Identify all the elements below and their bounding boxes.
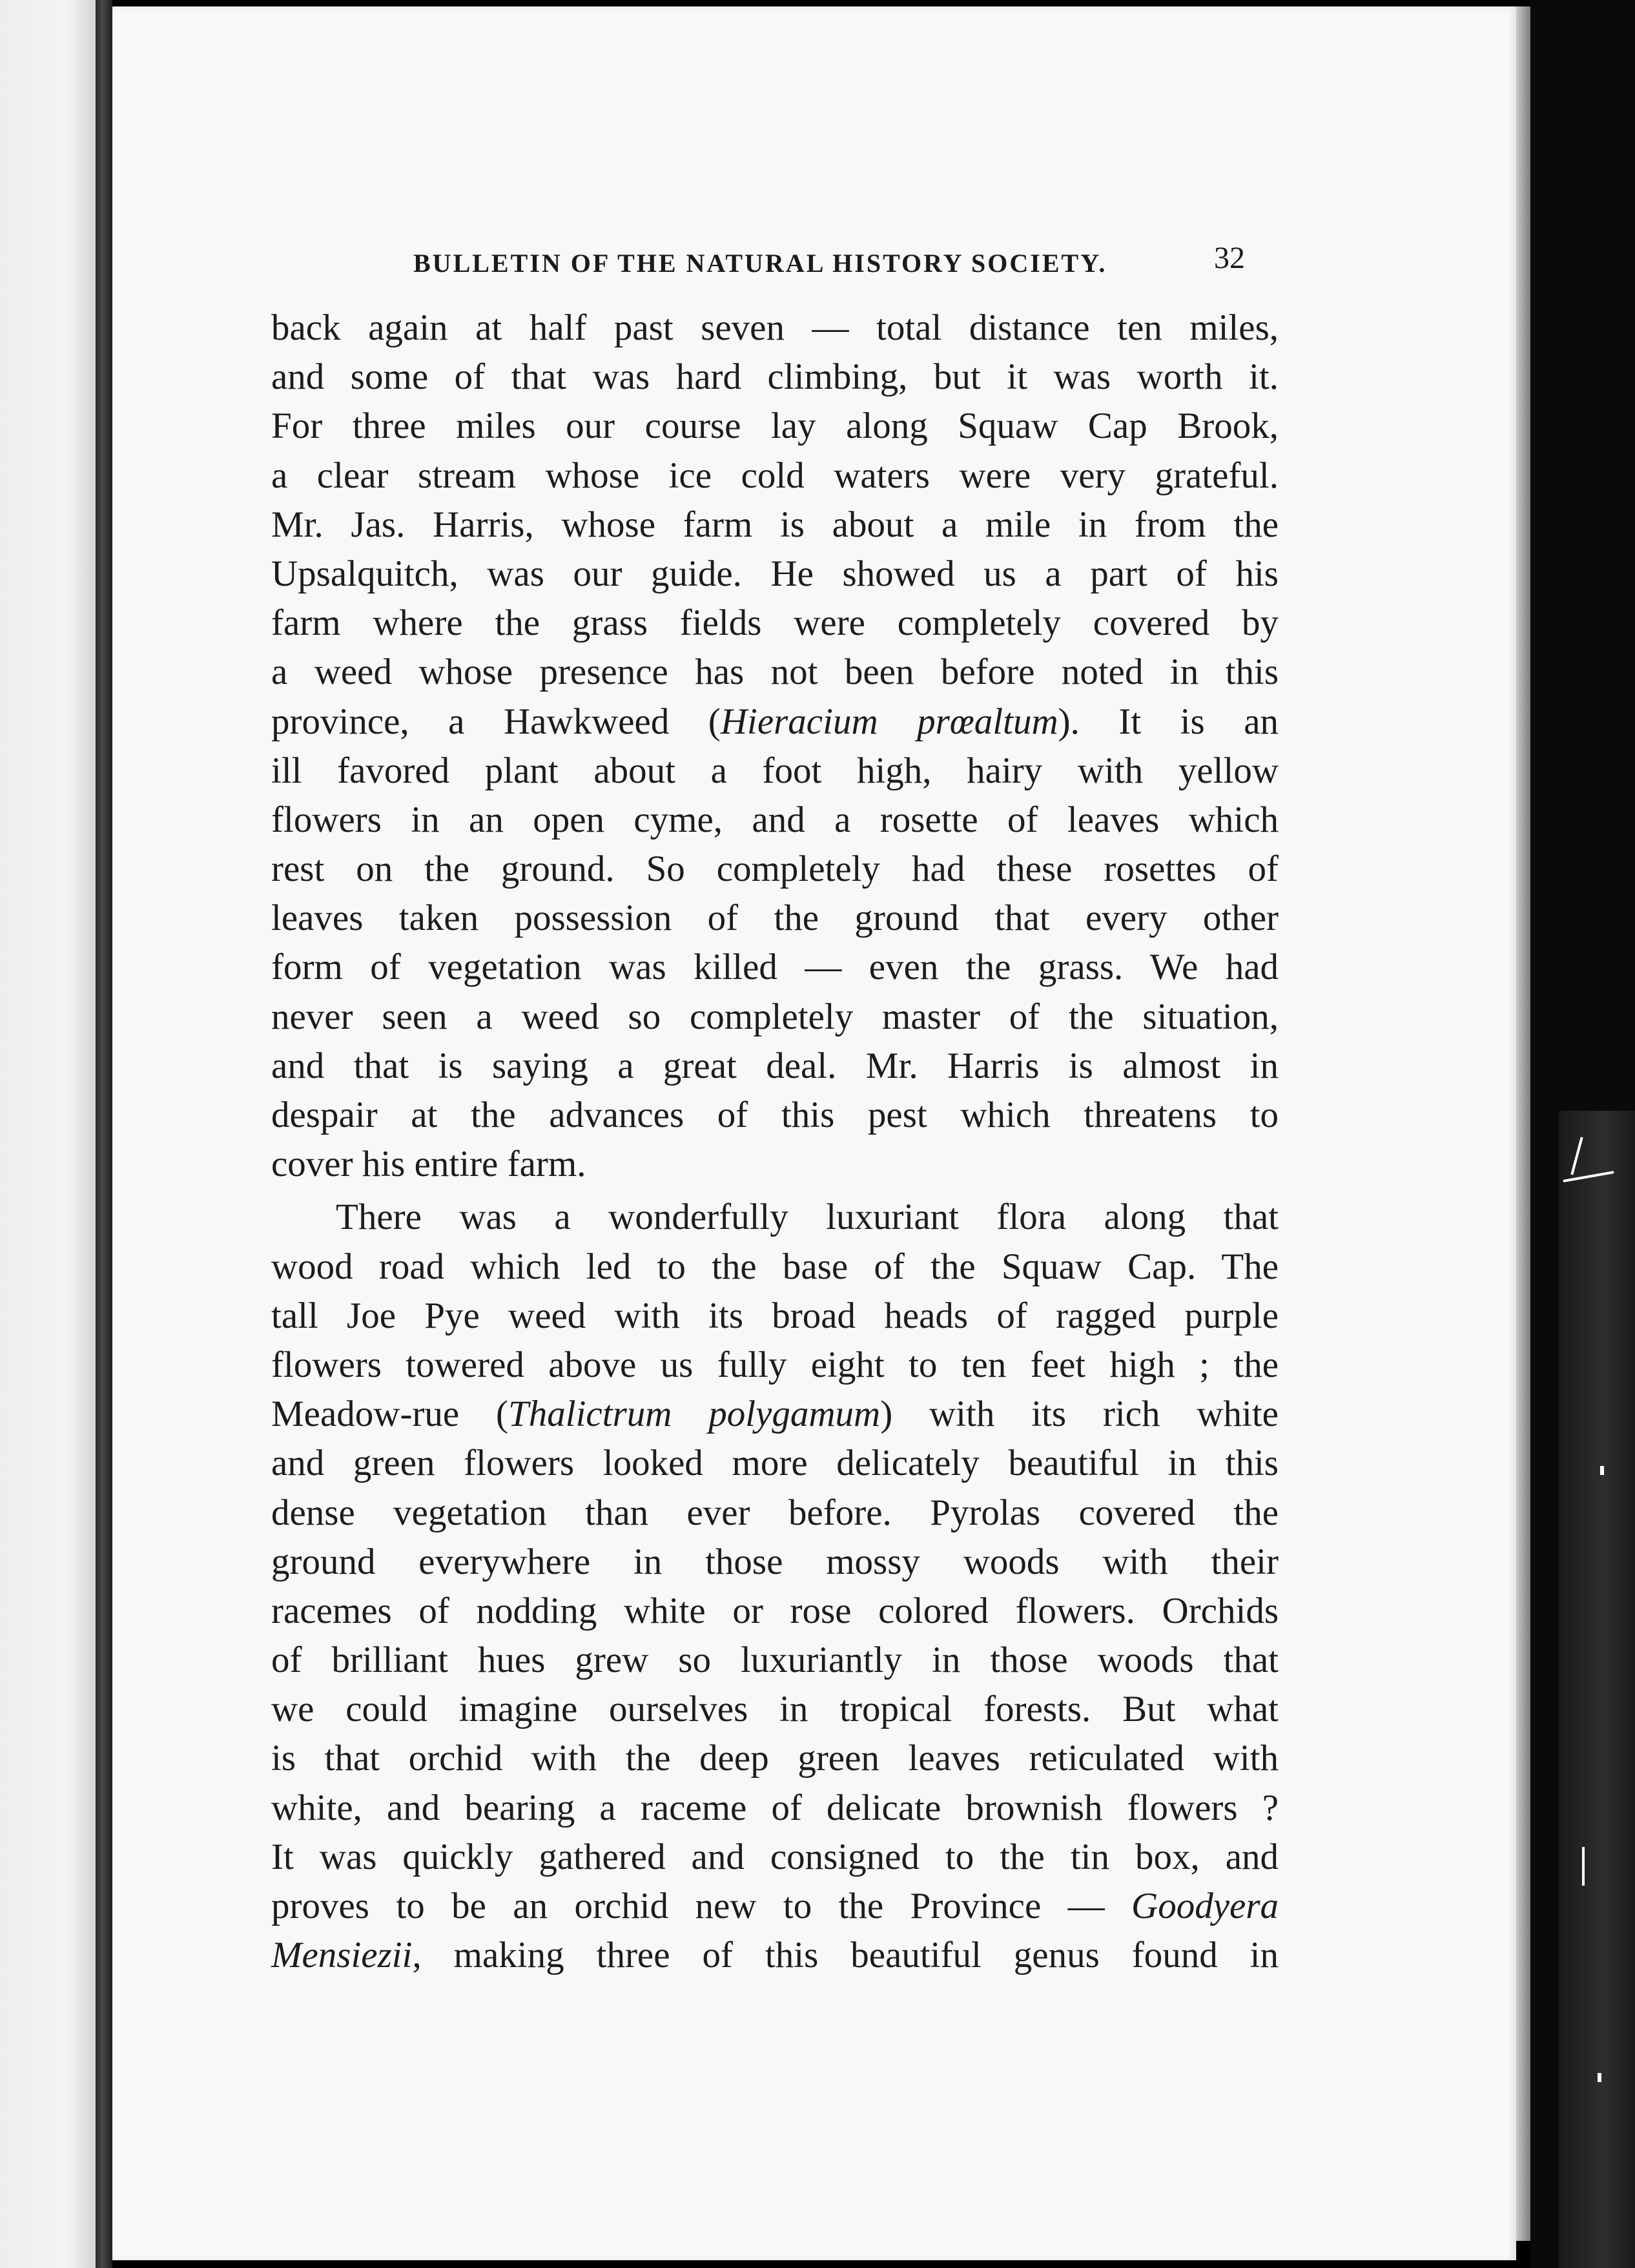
text-line: a clear stream whose ice cold waters were very grateful. [271, 455, 1279, 496]
text-line: and that is saying a great deal. Mr. Harris is almost in [271, 1045, 1279, 1086]
text-line: a weed whose presence has not been before noted in this [271, 652, 1279, 693]
running-head: BULLETIN OF THE NATURAL HISTORY SOCIETY. [413, 249, 1107, 278]
text-line: of brilliant hues grew so luxuriantly in those woods that [271, 1640, 1279, 1681]
scan-artifact [1598, 2073, 1601, 2082]
text-line: rest on the ground. So completely had these rosettes of [271, 849, 1279, 890]
text-line: farm where the grass fields were completely covered by [271, 603, 1279, 644]
text-line: Upsalquitch, was our guide. He showed us a part of his [271, 553, 1279, 594]
text-line: cover his entire farm. [271, 1144, 586, 1185]
text-line: flowers towered above us fully eight to ten feet high ; the [271, 1344, 1279, 1385]
text-line: is that orchid with the deep green leaves reticulated with [271, 1738, 1279, 1779]
text-line: back again at half past seven — total distance ten miles, [271, 307, 1279, 348]
italic-taxon-name: Thalictrum polygamum [508, 1394, 881, 1435]
scan-background-band [1559, 1111, 1635, 2268]
body-text [271, 304, 1279, 1980]
text-line: white, and bearing a raceme of delicate brownish flowers ? [271, 1787, 1279, 1828]
text-line: never seen a weed so completely master of the situation, [271, 996, 1279, 1037]
text-line: Meadow-rue (Thalictrum polygamum) with its rich white [271, 1394, 1279, 1435]
italic-taxon-name: Goodyera [1131, 1886, 1279, 1926]
scan-artifact [1600, 1466, 1604, 1475]
text-line: wood road which led to the base of the Squaw Cap. The [271, 1246, 1279, 1287]
text-line: It was quickly gathered and consigned to the tin box, and [271, 1836, 1279, 1877]
adjacent-page-edge [0, 0, 96, 2268]
text-line: despair at the advances of this pest which threatens to [271, 1095, 1279, 1135]
text-line: For three miles our course lay along Squaw Cap Brook, [271, 406, 1279, 447]
page-edge-shadow [1516, 6, 1530, 2241]
text-line: racemes of nodding white or rose colored flowers. Orchids [271, 1590, 1279, 1631]
text-line: flowers in an open cyme, and a rosette of leaves which [271, 799, 1279, 840]
text-line: dense vegetation than ever before. Pyrolas covered the [271, 1492, 1279, 1533]
text-line: ground everywhere in those mossy woods with their [271, 1541, 1279, 1582]
scan-artifact [1582, 1847, 1585, 1886]
text-line: There was a wonderfully luxuriant flora along that [336, 1197, 1279, 1238]
text-line: ill favored plant about a foot high, hairy with yellow [271, 750, 1279, 791]
text-line: province, a Hawkweed (Hieracium prœaltum). It is an [271, 701, 1279, 742]
text-line: Mensiezii, making three of this beautiful genus found in [271, 1935, 1279, 1976]
text-line: we could imagine ourselves in tropical forests. But what [271, 1689, 1279, 1730]
text-line: Mr. Jas. Harris, whose farm is about a mile in from the [271, 504, 1279, 545]
text-line: tall Joe Pye weed with its broad heads of ragged purple [271, 1295, 1279, 1336]
text-line: leaves taken possession of the ground that every other [271, 898, 1279, 939]
page-number: 32 [1214, 241, 1245, 275]
text-line: and some of that was hard climbing, but it was worth it. [271, 356, 1279, 398]
binding-gutter [96, 0, 112, 2268]
text-line: proves to be an orchid new to the Province — Goodyera [271, 1886, 1279, 1926]
text-line: and green flowers looked more delicately beautiful in this [271, 1443, 1279, 1484]
text-line: form of vegetation was killed — even the grass. We had [271, 947, 1279, 988]
italic-taxon-name: Mensiezii [271, 1935, 413, 1976]
italic-taxon-name: Hieracium prœaltum [720, 701, 1058, 742]
